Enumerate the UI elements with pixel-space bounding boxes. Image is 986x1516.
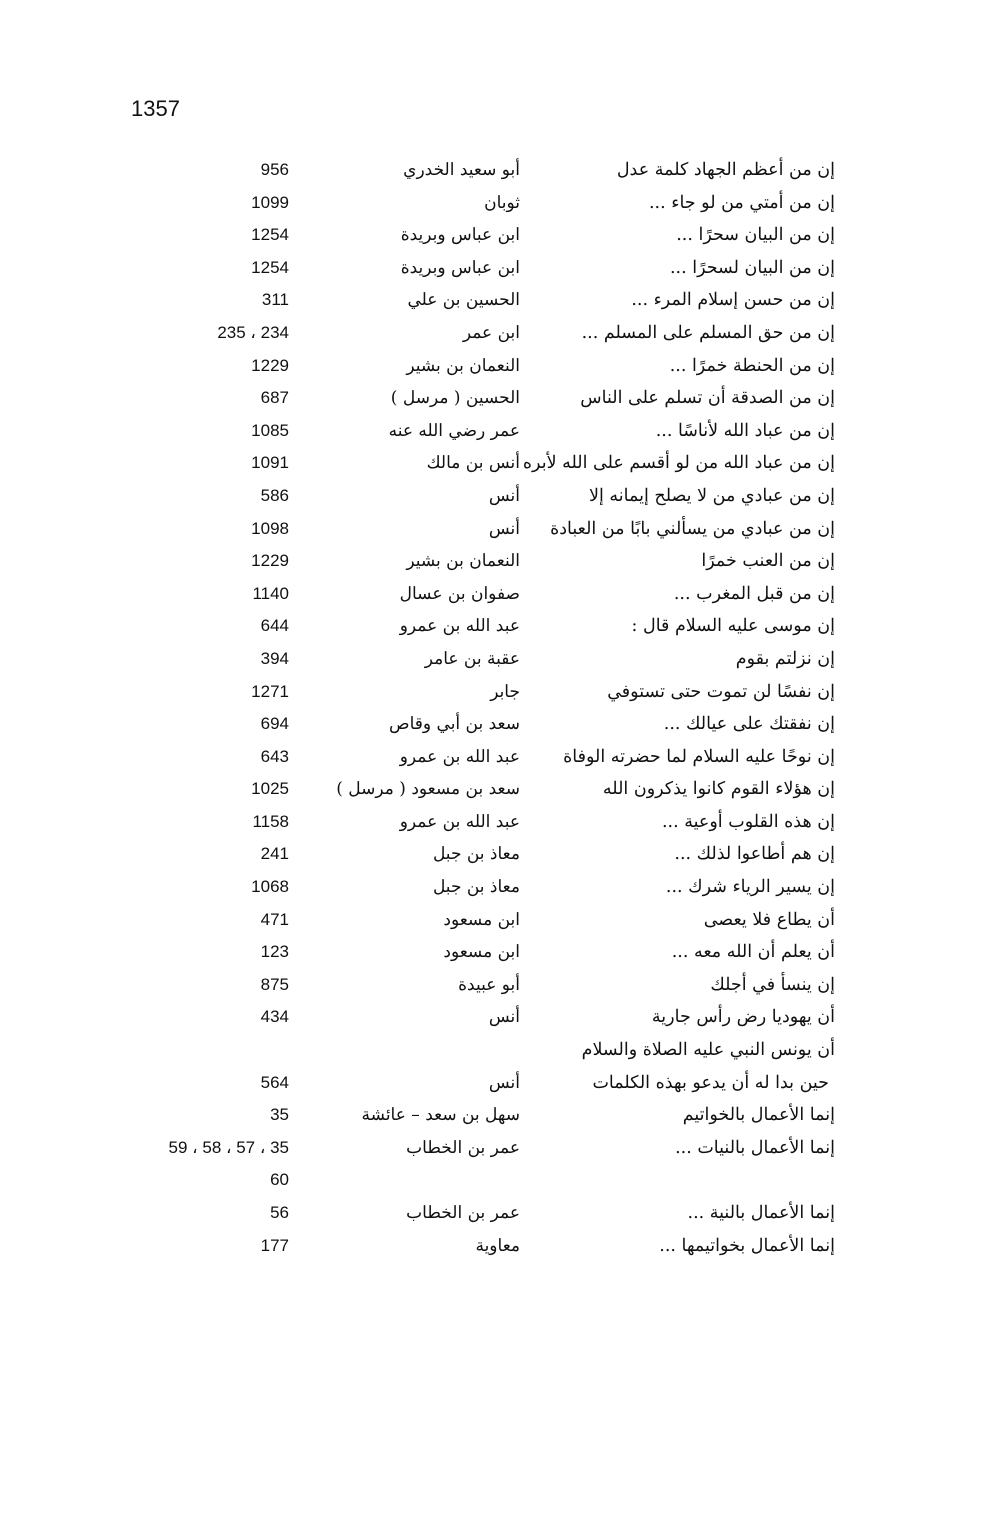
- page-reference: [89, 676, 289, 708]
- hadith-incipit: إن من عباد الله لأناسًا ...: [655, 420, 835, 441]
- page-reference-text: 564: [260, 1072, 289, 1092]
- index-row: [0, 1164, 986, 1197]
- narrator-name: عقبة بن عامر: [424, 648, 520, 669]
- index-row: [0, 1001, 986, 1034]
- page-reference-text: 1229: [251, 355, 289, 375]
- index-row: [0, 904, 986, 937]
- page-reference: [89, 643, 289, 675]
- index-row: [0, 219, 986, 252]
- hadith-incipit: إن من أعظم الجهاد كلمة عدل: [616, 160, 835, 180]
- index-row: [0, 513, 986, 546]
- hadith-incipit: إن من حسن إسلام المرء ...: [631, 290, 835, 311]
- index-row: [0, 1230, 986, 1263]
- page-reference-text: 643: [260, 746, 289, 766]
- page-reference-text: 471: [260, 909, 289, 929]
- narrator-name: أبو سعيد الخدري: [403, 160, 520, 180]
- hadith-index-list: [0, 154, 986, 1262]
- index-row: [0, 154, 986, 187]
- page-reference-text: 1158: [252, 811, 289, 831]
- index-row: [0, 1034, 986, 1067]
- index-row: [0, 187, 986, 220]
- hadith-incipit: إن من الحنطة خمرًا ...: [669, 355, 835, 376]
- page-reference: [89, 545, 289, 577]
- hadith-incipit: إن هذه القلوب أوعية ...: [661, 811, 835, 832]
- index-row: [0, 610, 986, 643]
- index-row: [0, 545, 986, 578]
- narrator-name: عمر بن الخطاب: [406, 1137, 520, 1158]
- index-row: [0, 1132, 986, 1165]
- page-reference-text: 234 ، 235: [217, 322, 289, 342]
- page-reference: [89, 904, 289, 936]
- page-reference-text: 956: [260, 160, 289, 179]
- narrator-name: ثوبان: [484, 192, 520, 213]
- page-reference-text: 35 ، 57 ، 58 ، 59: [168, 1137, 289, 1157]
- page-reference: [89, 415, 289, 447]
- hadith-incipit: إن نفسًا لن تموت حتى تستوفي: [607, 681, 835, 702]
- index-row: [0, 415, 986, 448]
- narrator-name: سعد بن مسعود ( مرسل ): [336, 779, 520, 800]
- page-reference-text: 1098: [251, 518, 289, 538]
- narrator-name: الحسين ( مرسل ): [390, 388, 520, 409]
- narrator-name: أنس: [488, 1007, 520, 1028]
- page-reference-text: 694: [260, 714, 289, 734]
- page-reference-text: 644: [260, 616, 289, 636]
- hadith-incipit: إن من العنب خمرًا: [701, 551, 835, 572]
- page-reference: [89, 284, 289, 316]
- index-row: [0, 838, 986, 871]
- page-reference: [89, 838, 289, 870]
- page-reference: [89, 1132, 289, 1164]
- page-reference-text: 875: [260, 974, 289, 994]
- page-reference: [89, 936, 289, 968]
- hadith-incipit: إن هم أطاعوا لذلك ...: [674, 844, 835, 865]
- narrator-name: صفوان بن عسال: [399, 583, 520, 604]
- index-row: [0, 708, 986, 741]
- page-reference: [89, 382, 289, 414]
- hadith-incipit: أن يهوديا رض رأس جارية: [651, 1007, 835, 1028]
- page-reference: [89, 513, 289, 545]
- hadith-incipit: إنما الأعمال بالخواتيم: [682, 1105, 835, 1126]
- page-reference-text: 1085: [251, 420, 289, 440]
- hadith-incipit: إن من حق المسلم على المسلم ...: [581, 322, 835, 343]
- index-row: [0, 773, 986, 806]
- narrator-name: ابن مسعود: [443, 942, 520, 963]
- page-reference-text: 60: [270, 1170, 289, 1190]
- hadith-incipit: حين بدا له أن يدعو بهذه الكلمات: [592, 1072, 829, 1093]
- hadith-incipit: إن يسير الرياء شرك ...: [665, 877, 835, 898]
- page-reference-text: 394: [260, 648, 289, 668]
- index-row: [0, 447, 986, 480]
- page-reference: [89, 317, 289, 349]
- page-reference: [89, 969, 289, 1001]
- hadith-incipit: إنما الأعمال بخواتيمها ...: [659, 1235, 835, 1256]
- index-row: [0, 1197, 986, 1230]
- index-row: [0, 578, 986, 611]
- narrator-name: سعد بن أبي وقاص: [389, 714, 520, 735]
- page-reference: [89, 741, 289, 773]
- narrator-name: عمر بن الخطاب: [406, 1203, 520, 1223]
- page-reference-text: 241: [260, 844, 289, 864]
- index-row: [0, 317, 986, 350]
- page-reference-text: 1068: [251, 877, 289, 897]
- hadith-incipit: إن هؤلاء القوم كانوا يذكرون الله: [602, 779, 835, 800]
- hadith-incipit: إنما الأعمال بالنية ...: [687, 1203, 835, 1223]
- page-reference: [89, 447, 289, 479]
- page-reference-text: 1091: [251, 453, 289, 473]
- page-reference: [89, 871, 289, 903]
- hadith-incipit: إن من قبل المغرب ...: [673, 583, 835, 604]
- hadith-incipit: إن من عبادي من يسألني بابًا من العبادة: [550, 518, 835, 539]
- hadith-incipit: إن من أمتي من لو جاء ...: [648, 192, 835, 213]
- page-reference: [89, 1001, 289, 1033]
- page-reference: [89, 350, 289, 382]
- page-reference-text: 1099: [251, 192, 289, 212]
- page-reference: [89, 610, 289, 642]
- narrator-name: أنس: [488, 518, 520, 539]
- narrator-name: أبو عبيدة: [458, 974, 520, 995]
- page-reference-text: 311: [261, 290, 289, 310]
- narrator-name: معاذ بن جبل: [432, 844, 520, 865]
- page-reference-text: 123: [260, 942, 289, 962]
- hadith-incipit: أن يعلم أن الله معه ...: [671, 942, 835, 963]
- narrator-name: سهل بن سعد – عائشة: [361, 1105, 520, 1126]
- page-reference-text: 434: [260, 1007, 289, 1027]
- narrator-name: النعمان بن بشير: [406, 551, 520, 572]
- page-reference: [89, 480, 289, 512]
- index-row: [0, 871, 986, 904]
- narrator-name: معاذ بن جبل: [432, 877, 520, 898]
- narrator-name: أنس: [488, 1072, 520, 1093]
- hadith-incipit: أن يطاع فلا يعصى: [703, 909, 835, 930]
- page-number: 1357: [131, 96, 180, 121]
- page-reference: [89, 578, 289, 610]
- page-reference: [89, 773, 289, 805]
- index-row: [0, 1067, 986, 1100]
- page-reference: [89, 1164, 289, 1196]
- index-row: [0, 252, 986, 285]
- narrator-name: ابن عمر: [462, 322, 520, 343]
- page-reference-text: 1140: [252, 583, 289, 603]
- narrator-name: أنس بن مالك: [426, 453, 520, 474]
- index-row: [0, 969, 986, 1002]
- hadith-incipit: إن نوحًا عليه السلام لما حضرته الوفاة: [563, 746, 835, 767]
- index-row: [0, 284, 986, 317]
- hadith-incipit: إن نفقتك على عيالك ...: [663, 714, 835, 735]
- hadith-incipit: إن ينسأ في أجلك: [710, 974, 835, 995]
- page-reference-text: 1254: [251, 225, 289, 245]
- narrator-name: عبد الله بن عمرو: [399, 746, 520, 767]
- narrator-name: ابن عباس وبريدة: [400, 257, 520, 278]
- narrator-name: عبد الله بن عمرو: [399, 616, 520, 637]
- hadith-incipit: إن نزلتم بقوم: [735, 648, 835, 669]
- page-reference: [89, 219, 289, 251]
- hadith-incipit: إن من البيان لسحرًا ...: [669, 257, 835, 278]
- narrator-name: عمر رضي الله عنه: [388, 420, 520, 441]
- narrator-name: ابن عباس وبريدة: [400, 225, 520, 246]
- page-reference: [89, 252, 289, 284]
- page-reference-text: 687: [260, 388, 289, 408]
- page-reference: [89, 1197, 289, 1229]
- hadith-incipit: إن من عباد الله من لو أقسم على الله لأبره: [522, 453, 835, 474]
- page-reference-text: 56: [270, 1203, 289, 1222]
- hadith-incipit: إنما الأعمال بالنيات ...: [675, 1137, 835, 1158]
- narrator-name: جابر: [490, 681, 520, 702]
- page-reference-text: 1271: [251, 681, 289, 701]
- page-reference-text: 35: [270, 1105, 289, 1125]
- narrator-name: أنس: [488, 485, 520, 506]
- index-row: [0, 676, 986, 709]
- page-reference: [89, 1230, 289, 1262]
- page-reference-text: 586: [260, 485, 289, 505]
- index-row: [0, 350, 986, 383]
- hadith-incipit: إن من البيان سحرًا ...: [676, 225, 835, 246]
- index-row: [0, 382, 986, 415]
- hadith-incipit: إن موسى عليه السلام قال :: [631, 616, 835, 637]
- narrator-name: ابن مسعود: [443, 909, 520, 930]
- index-row: [0, 643, 986, 676]
- page-reference: [89, 806, 289, 838]
- page-reference: [89, 1067, 289, 1099]
- page-reference: [89, 154, 289, 186]
- index-row: [0, 480, 986, 513]
- hadith-incipit: إن من الصدقة أن تسلم على الناس: [580, 388, 835, 409]
- hadith-incipit: إن من عبادي من لا يصلح إيمانه إلا: [589, 485, 835, 506]
- page-reference-text: 1025: [251, 779, 289, 799]
- index-row: [0, 806, 986, 839]
- narrator-name: الحسين بن علي: [407, 290, 520, 311]
- page-reference-text: 1254: [251, 257, 289, 277]
- narrator-name: معاوية: [475, 1235, 520, 1256]
- index-row: [0, 741, 986, 774]
- index-row: [0, 1099, 986, 1132]
- page-reference: [89, 1099, 289, 1131]
- page-reference: [89, 187, 289, 219]
- narrator-name: النعمان بن بشير: [406, 355, 520, 376]
- page-reference-text: 1229: [251, 551, 289, 571]
- index-row: [0, 936, 986, 969]
- page-reference: [89, 708, 289, 740]
- narrator-name: عبد الله بن عمرو: [399, 811, 520, 832]
- hadith-incipit: أن يونس النبي عليه الصلاة والسلام: [581, 1040, 835, 1061]
- page-reference-text: 177: [260, 1235, 289, 1255]
